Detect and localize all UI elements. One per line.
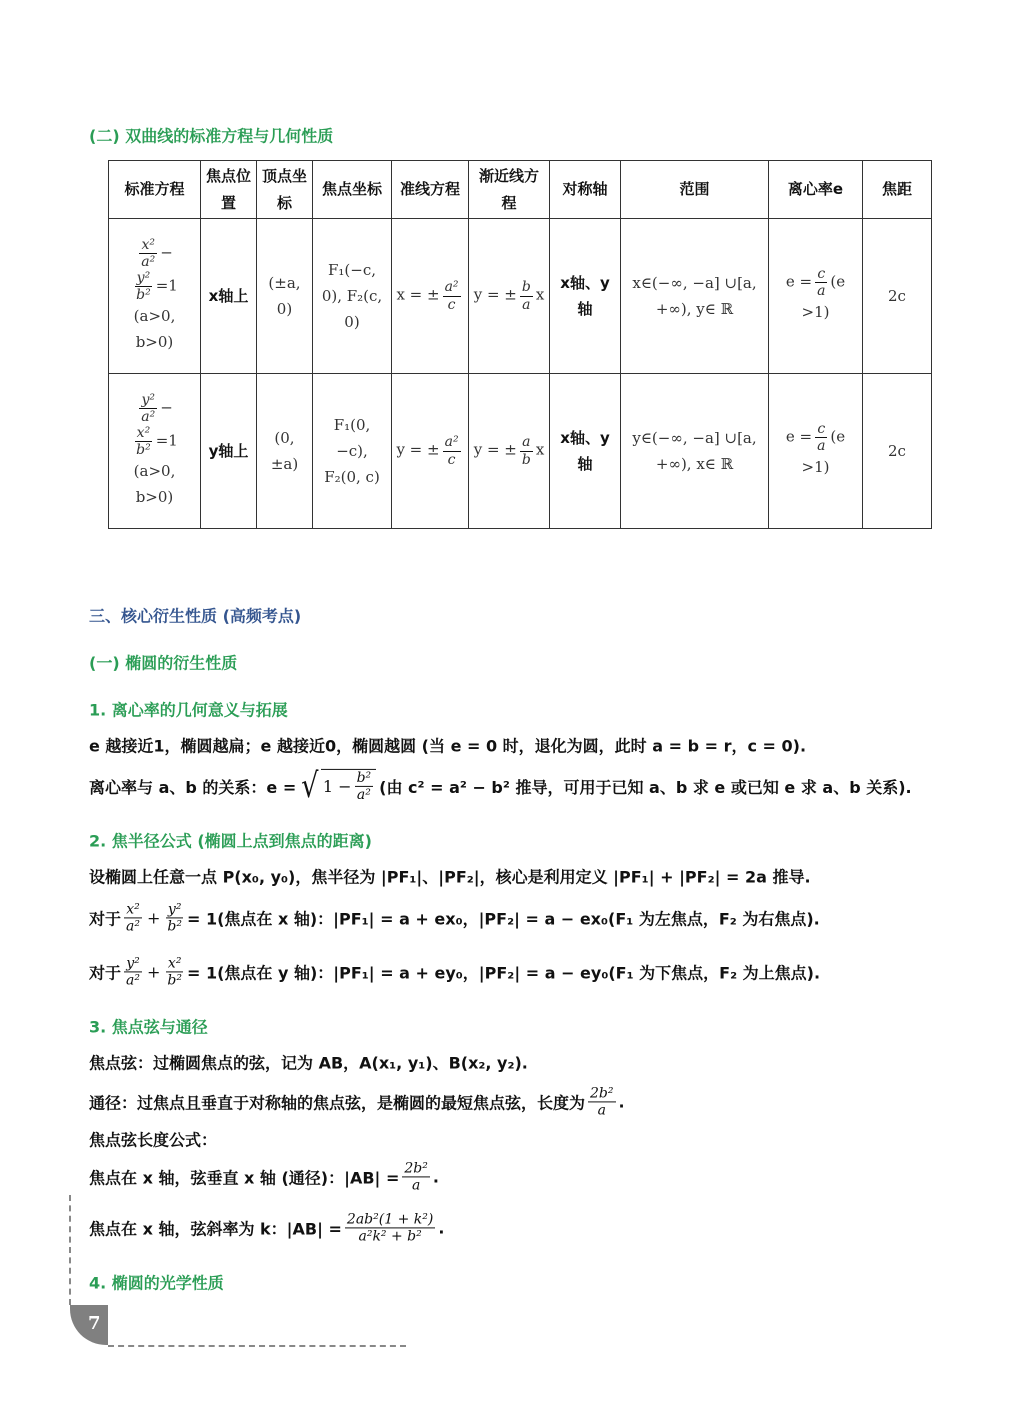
- hyperbola-properties-table: [108, 160, 932, 529]
- header-cell: 对称轴: [550, 161, 621, 219]
- prefix: e =: [785, 272, 813, 291]
- item-heading-eccentricity: 1. 离心率的几何意义与拓展: [89, 700, 288, 720]
- header-cell: 焦距: [863, 161, 932, 219]
- prefix: x = ±: [396, 286, 440, 304]
- directrix-cell: [392, 374, 469, 529]
- numerator: y²: [167, 901, 182, 918]
- header-cell: 焦点位置: [201, 161, 257, 219]
- operator: +: [146, 908, 161, 928]
- header-cell: 离心率e: [769, 161, 863, 219]
- range-cell: y∈(−∞, −a] ∪[a, +∞), x∈ ℝ: [621, 374, 769, 529]
- numerator: a²: [444, 434, 459, 451]
- numerator: y²: [141, 391, 155, 408]
- text: 通径：过焦点且垂直于对称轴的焦点弦，是椭圆的最短焦点弦，长度为: [89, 1093, 586, 1113]
- item-heading-optical-property: 4. 椭圆的光学性质: [89, 1273, 224, 1293]
- text: 对于: [89, 963, 122, 983]
- denominator: b²: [136, 286, 151, 303]
- numerator: a: [522, 434, 531, 451]
- header-cell: 范围: [621, 161, 769, 219]
- suffix: (e >1): [801, 427, 846, 477]
- denominator: a: [817, 283, 826, 300]
- range-cell: x∈(−∞, −a] ∪[a, +∞), y∈ ℝ: [621, 219, 769, 374]
- operator: +: [146, 962, 161, 982]
- symmetry-axis-cell: x轴、y轴: [550, 219, 621, 374]
- text-line: 设椭圆上任意一点 P(x₀, y₀)，焦半径为 |PF₁|、|PF₂|，核心是利用定义 |PF₁| + |PF₂| = 2a 推导.: [89, 867, 811, 887]
- numerator: y²: [126, 955, 140, 972]
- focus-position-cell: y轴上: [201, 374, 257, 529]
- numerator: a²: [444, 279, 459, 296]
- latus-rectum-line: [89, 1085, 625, 1118]
- suffix: x: [535, 441, 545, 459]
- directrix-cell: [392, 219, 469, 374]
- denominator: a²: [126, 972, 140, 989]
- numerator: y²: [136, 269, 151, 286]
- denominator: b: [521, 451, 531, 468]
- page-border-dashed-horizontal: [108, 1345, 406, 1347]
- header-cell: 渐近线方程: [469, 161, 550, 219]
- page-number: 7: [88, 1313, 101, 1334]
- text: 1 −: [322, 777, 352, 796]
- denominator: b²: [136, 441, 151, 458]
- header-cell: 标准方程: [109, 161, 201, 219]
- focal-distance-cell: 2c: [863, 374, 932, 529]
- text-line: 焦点弦长度公式：: [89, 1130, 218, 1150]
- numerator: 2ab²(1 + k²): [346, 1211, 434, 1228]
- focal-radius-y-line: [89, 955, 820, 988]
- table-header-row: [109, 161, 932, 219]
- chord-vertical-line: [89, 1160, 439, 1193]
- denominator: a: [597, 1102, 606, 1119]
- numerator: x²: [167, 955, 182, 972]
- denominator: a: [411, 1177, 421, 1194]
- text-line: 焦点弦：过椭圆焦点的弦，记为 AB，A(x₁, y₁)、B(x₂, y₂).: [89, 1053, 528, 1073]
- text: 对于: [89, 909, 122, 929]
- header-cell: 焦点坐标: [313, 161, 392, 219]
- denominator: a²: [356, 787, 371, 803]
- denominator: c: [447, 296, 456, 313]
- vertex-cell: (±a, 0): [257, 219, 313, 374]
- condition: (a>0, b>0): [133, 461, 176, 507]
- suffix: (e >1): [801, 272, 846, 322]
- sqrt-expression: [299, 766, 376, 806]
- foci-cell: F₁(−c, 0), F₂(c, 0): [313, 219, 392, 374]
- eccentricity-cell: [769, 374, 863, 529]
- denominator: a²: [141, 253, 156, 270]
- standard-equation-cell: [109, 219, 201, 374]
- item-heading-focal-radius: 2. 焦半径公式 (椭圆上点到焦点的距离): [89, 831, 372, 851]
- text: 焦点在 x 轴，弦垂直 x 轴 (通径)：|AB| =: [89, 1168, 400, 1188]
- denominator: c: [447, 451, 456, 468]
- symmetry-axis-cell: x轴、y轴: [550, 374, 621, 529]
- text-line: e 越接近1，椭圆越扁；e 越接近0，椭圆越圆 (当 e = 0 时，退化为圆，此时 a = b = r，c = 0).: [89, 736, 807, 756]
- denominator: a: [817, 438, 826, 455]
- prefix: y = ±: [473, 286, 517, 304]
- condition: (a>0, b>0): [133, 306, 176, 352]
- text: = 1(焦点在 x 轴)：|PF₁| = a + ex₀，|PF₂| = a − ex₀(F₁ 为左焦点，F₂ 为右焦点).: [186, 909, 820, 929]
- period: .: [438, 1218, 445, 1238]
- period: .: [432, 1167, 439, 1187]
- radical-sign: √: [301, 766, 319, 806]
- denominator: b²: [167, 972, 182, 989]
- numerator: x²: [136, 424, 151, 441]
- prefix: y = ±: [396, 441, 440, 459]
- section-heading-hyperbola: (二) 双曲线的标准方程与几何性质: [89, 126, 334, 146]
- header-cell: 顶点坐标: [257, 161, 313, 219]
- numerator: 2b²: [590, 1085, 614, 1102]
- item-heading-focal-chord: 3. 焦点弦与通径: [89, 1017, 208, 1037]
- asymptote-cell: [469, 374, 550, 529]
- focal-distance-cell: 2c: [863, 219, 932, 374]
- numerator: x²: [126, 901, 140, 918]
- numerator: b: [521, 279, 531, 296]
- operator: −: [160, 398, 173, 417]
- operator: −: [160, 243, 173, 262]
- suffix: x: [535, 286, 545, 304]
- section-heading-derived-properties: 三、核心衍生性质 (高频考点): [89, 606, 302, 626]
- text: (由 c² = a² − b² 推导，可用于已知 a、b 求 e 或已知 e 求 a、b 关系).: [379, 777, 912, 797]
- numerator: 2b²: [404, 1160, 428, 1177]
- denominator: a²: [141, 408, 156, 425]
- period: .: [618, 1092, 625, 1112]
- subsection-heading-ellipse: (一) 椭圆的衍生性质: [89, 653, 238, 673]
- numerator: c: [817, 266, 826, 283]
- chord-slope-line: [89, 1211, 444, 1244]
- foci-cell: F₁(0, −c), F₂(0, c): [313, 374, 392, 529]
- equals-one: =1: [155, 431, 178, 450]
- vertex-cell: (0, ±a): [257, 374, 313, 529]
- header-cell: 准线方程: [392, 161, 469, 219]
- prefix: y = ±: [473, 441, 517, 459]
- text: 焦点在 x 轴，弦斜率为 k：|AB| =: [89, 1219, 342, 1239]
- eccentricity-relation-line: [89, 766, 912, 806]
- radicand: [321, 769, 376, 803]
- eccentricity-cell: [769, 219, 863, 374]
- numerator: x²: [141, 236, 155, 253]
- page-number-badge: [70, 1305, 108, 1345]
- page-border-dashed-vertical: [69, 1195, 71, 1305]
- prefix: e =: [785, 427, 813, 446]
- denominator: a²: [126, 918, 140, 935]
- focus-position-cell: x轴上: [201, 219, 257, 374]
- text: 离心率与 a、b 的关系：e =: [89, 777, 297, 797]
- equals-one: =1: [155, 276, 178, 295]
- text: = 1(焦点在 y 轴)：|PF₁| = a + ey₀，|PF₂| = a − ey₀(F₁ 为下焦点，F₂ 为上焦点).: [186, 963, 821, 983]
- denominator: b²: [167, 918, 182, 935]
- numerator: c: [817, 421, 826, 438]
- denominator: a: [522, 296, 531, 313]
- table-row: [109, 219, 932, 374]
- focal-radius-x-line: [89, 901, 820, 934]
- table-row: [109, 374, 932, 529]
- denominator: a²k² + b²: [358, 1228, 422, 1245]
- asymptote-cell: [469, 219, 550, 374]
- standard-equation-cell: [109, 374, 201, 529]
- numerator: b²: [356, 769, 372, 786]
